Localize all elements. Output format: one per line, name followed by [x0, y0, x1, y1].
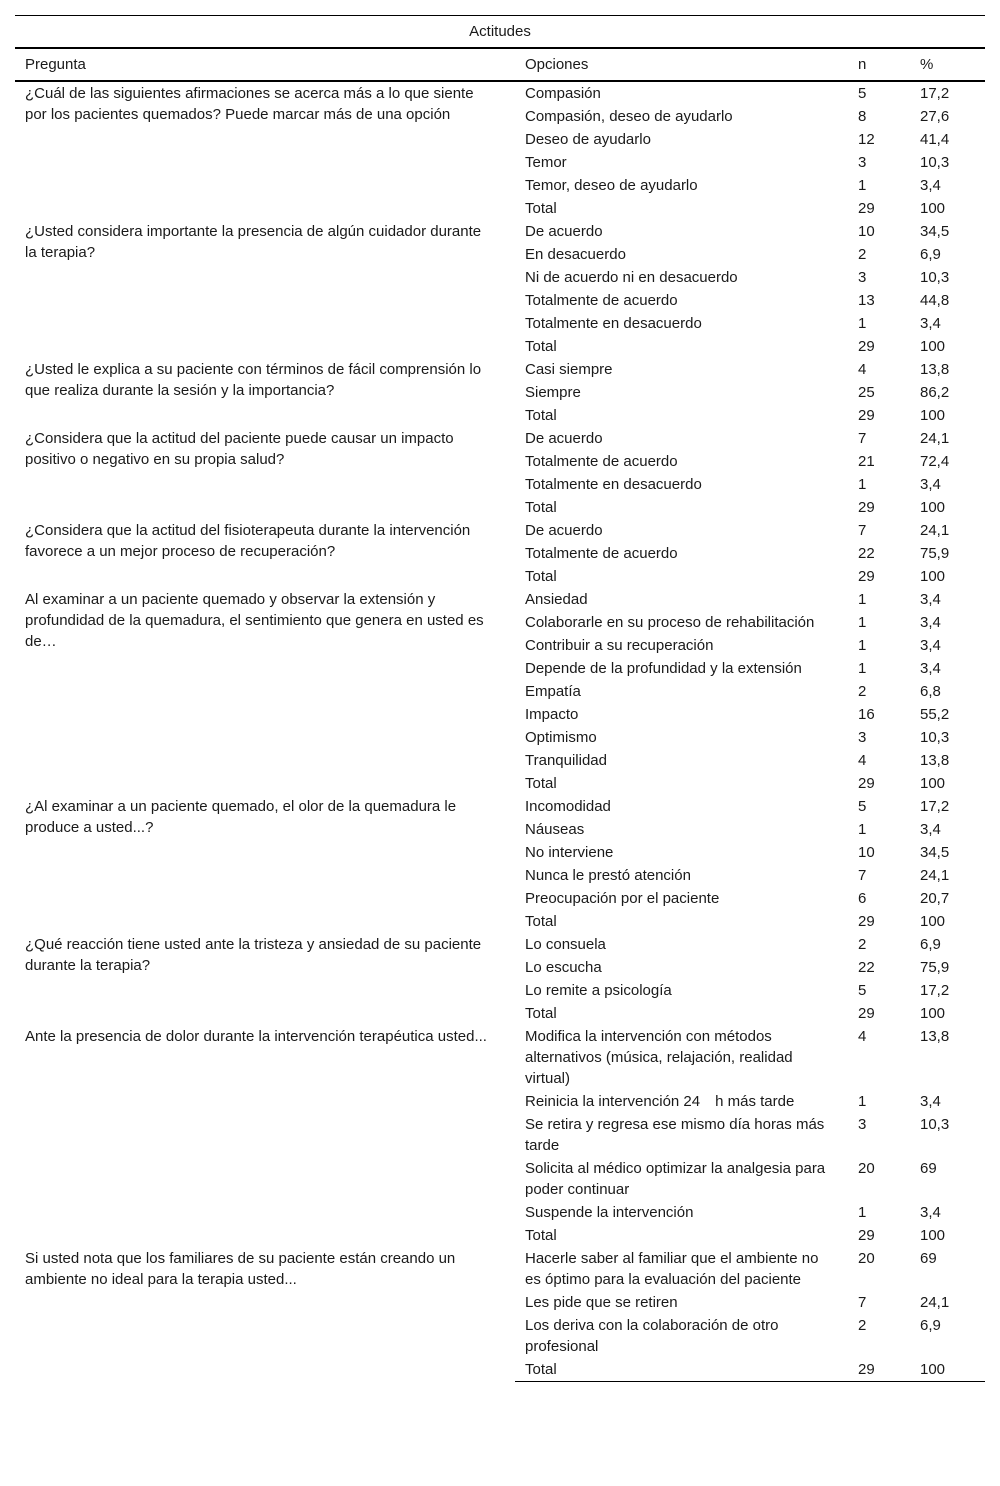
percent-cell: 75,9	[920, 545, 950, 562]
option-cell: Total	[525, 568, 557, 585]
n-cell: 1	[858, 637, 867, 654]
n-cell: 5	[858, 85, 867, 102]
percent-cell: 34,5	[920, 844, 950, 861]
n-cell: 3	[858, 154, 867, 171]
n-cell: 10	[858, 844, 875, 861]
option-cell: Totalmente de acuerdo	[525, 292, 678, 309]
n-cell: 29	[848, 1358, 910, 1382]
percent-cell: 41,4	[920, 131, 950, 148]
option-cell: Totalmente en desacuerdo	[525, 476, 702, 493]
percent-cell: 3,4	[920, 614, 941, 631]
option-cell: De acuerdo	[525, 223, 603, 240]
attitudes-table	[15, 15, 985, 1382]
table-row	[15, 427, 985, 450]
percent-cell: 100	[920, 200, 946, 217]
n-cell: 8	[858, 108, 867, 125]
percent-cell: 75,9	[920, 959, 950, 976]
percent-cell: 17,2	[920, 982, 950, 999]
option-cell: Incomodidad	[525, 798, 611, 815]
question-cell: ¿Considera que la actitud del fisioterapeuta durante la intervención favorece a un mejor proceso de recuperación?	[25, 522, 471, 560]
n-cell: 1	[858, 591, 867, 608]
option-cell: Total	[525, 499, 557, 516]
option-cell: Preocupación por el paciente	[525, 890, 720, 907]
option-cell: Empatía	[525, 683, 581, 700]
n-cell: 4	[858, 1028, 867, 1045]
n-cell: 1	[858, 476, 867, 493]
question-cell: ¿Considera que la actitud del paciente puede causar un impacto positivo o negativo en su propia salud?	[25, 430, 454, 468]
n-cell: 29	[858, 407, 875, 424]
table-row	[15, 358, 985, 381]
option-cell: Nunca le prestó atención	[525, 867, 691, 884]
n-cell: 29	[858, 568, 875, 585]
n-cell: 6	[858, 890, 867, 907]
n-cell: 1	[858, 660, 867, 677]
percent-cell: 72,4	[920, 453, 950, 470]
header-options: Opciones	[515, 48, 848, 81]
table-row	[15, 588, 985, 611]
percent-cell: 3,4	[920, 1093, 941, 1110]
question-cell: Si usted nota que los familiares de su paciente están creando un ambiente no ideal para la terapia usted...	[25, 1250, 456, 1288]
percent-cell: 13,8	[920, 752, 950, 769]
n-cell: 7	[858, 1294, 867, 1311]
question-cell: ¿Cuál de las siguientes afirmaciones se acerca más a lo que siente por los pacientes quemados? Puede marcar más de una opción	[25, 85, 474, 123]
percent-cell: 3,4	[920, 476, 941, 493]
option-cell: Contribuir a su recuperación	[525, 637, 714, 654]
percent-cell: 3,4	[920, 315, 941, 332]
n-cell: 4	[858, 752, 867, 769]
percent-cell: 3,4	[920, 591, 941, 608]
n-cell: 7	[858, 522, 867, 539]
option-cell: Los deriva con la colaboración de otro profesional	[525, 1317, 779, 1355]
percent-cell: 24,1	[920, 430, 950, 447]
n-cell: 29	[858, 200, 875, 217]
percent-cell: 100	[920, 338, 946, 355]
percent-cell: 100	[920, 568, 946, 585]
n-cell: 20	[858, 1160, 875, 1177]
question-cell: Al examinar a un paciente quemado y observar la extensión y profundidad de la quemadura, el sentimiento que genera en usted es de…	[25, 591, 484, 650]
percent-cell: 10,3	[920, 269, 950, 286]
option-cell: Tranquilidad	[525, 752, 607, 769]
n-cell: 1	[858, 821, 867, 838]
percent-cell: 27,6	[920, 108, 950, 125]
percent-cell: 20,7	[920, 890, 950, 907]
option-cell: Optimismo	[525, 729, 597, 746]
percent-cell: 100	[920, 1227, 946, 1244]
option-cell: Compasión, deseo de ayudarlo	[525, 108, 733, 125]
percent-cell: 69	[920, 1160, 937, 1177]
n-cell: 10	[858, 223, 875, 240]
percent-cell: 24,1	[920, 522, 950, 539]
percent-cell: 6,9	[920, 246, 941, 263]
n-cell: 22	[858, 959, 875, 976]
table-row	[15, 933, 985, 956]
percent-cell: 55,2	[920, 706, 950, 723]
option-cell: Ni de acuerdo ni en desacuerdo	[525, 269, 738, 286]
option-cell: Casi siempre	[525, 361, 613, 378]
option-cell: Temor, deseo de ayudarlo	[525, 177, 698, 194]
option-cell: Modifica la intervención con métodos alternativos (música, relajación, realidad virtual)	[525, 1028, 793, 1087]
n-cell: 5	[858, 798, 867, 815]
n-cell: 25	[858, 384, 875, 401]
n-cell: 4	[858, 361, 867, 378]
n-cell: 29	[858, 499, 875, 516]
option-cell: Suspende la intervención	[525, 1204, 694, 1221]
option-cell: Totalmente en desacuerdo	[525, 315, 702, 332]
n-cell: 5	[858, 982, 867, 999]
option-cell: Total	[525, 775, 557, 792]
percent-cell: 24,1	[920, 1294, 950, 1311]
n-cell: 16	[858, 706, 875, 723]
percent-cell: 3,4	[920, 821, 941, 838]
option-cell: Lo consuela	[525, 936, 606, 953]
option-cell: Ansiedad	[525, 591, 588, 608]
percent-cell: 69	[920, 1250, 937, 1267]
percent-cell: 10,3	[920, 154, 950, 171]
option-cell: Total	[525, 338, 557, 355]
n-cell: 1	[858, 315, 867, 332]
n-cell: 21	[858, 453, 875, 470]
percent-cell: 100	[920, 499, 946, 516]
n-cell: 29	[858, 338, 875, 355]
option-cell: Siempre	[525, 384, 581, 401]
option-cell: Lo escucha	[525, 959, 602, 976]
percent-cell: 86,2	[920, 384, 950, 401]
question-cell: ¿Al examinar a un paciente quemado, el olor de la quemadura le produce a usted...?	[25, 798, 457, 836]
table-row	[15, 220, 985, 243]
n-cell: 1	[858, 1093, 867, 1110]
percent-cell: 13,8	[920, 1028, 950, 1045]
table-row	[15, 795, 985, 818]
percent-cell: 44,8	[920, 292, 950, 309]
option-cell: Se retira y regresa ese mismo día horas más tarde	[525, 1116, 825, 1154]
option-cell: Náuseas	[525, 821, 585, 838]
option-cell: Compasión	[525, 85, 601, 102]
percent-cell: 100	[920, 1005, 946, 1022]
percent-cell: 3,4	[920, 660, 941, 677]
option-cell: Total	[525, 407, 557, 424]
option-cell: Total	[525, 913, 557, 930]
percent-cell: 24,1	[920, 867, 950, 884]
n-cell: 7	[858, 430, 867, 447]
n-cell: 3	[858, 269, 867, 286]
n-cell: 2	[858, 936, 867, 953]
n-cell: 29	[858, 913, 875, 930]
option-cell: Deseo de ayudarlo	[525, 131, 651, 148]
header-question: Pregunta	[15, 48, 515, 81]
percent-cell: 6,9	[920, 936, 941, 953]
table-row	[15, 1025, 985, 1090]
option-cell: Temor	[525, 154, 567, 171]
option-cell: Total	[515, 1358, 848, 1382]
option-cell: De acuerdo	[525, 430, 603, 447]
option-cell: Solicita al médico optimizar la analgesia para poder continuar	[525, 1160, 826, 1198]
table-row	[15, 81, 985, 105]
percent-cell: 100	[920, 407, 946, 424]
percent-cell: 13,8	[920, 361, 950, 378]
table-title: Actitudes	[15, 16, 985, 49]
n-cell: 20	[858, 1250, 875, 1267]
question-cell: Ante la presencia de dolor durante la intervención terapéutica usted...	[25, 1028, 487, 1045]
percent-cell: 100	[920, 775, 946, 792]
option-cell: Totalmente de acuerdo	[525, 545, 678, 562]
question-cell: ¿Usted le explica a su paciente con términos de fácil comprensión lo que realiza durante la sesión y la importancia?	[25, 361, 482, 399]
n-cell: 22	[858, 545, 875, 562]
n-cell: 12	[858, 131, 875, 148]
percent-cell: 17,2	[920, 85, 950, 102]
option-cell: Totalmente de acuerdo	[525, 453, 678, 470]
table-body	[15, 81, 985, 1382]
option-cell: Depende de la profundidad y la extensión	[525, 660, 802, 677]
percent-cell: 100	[910, 1358, 985, 1382]
header-percent: %	[910, 48, 985, 81]
attitudes-table-container	[15, 15, 985, 1382]
percent-cell: 34,5	[920, 223, 950, 240]
table-row	[15, 519, 985, 542]
n-cell: 1	[858, 1204, 867, 1221]
percent-cell: 6,9	[920, 1317, 941, 1334]
percent-cell: 10,3	[920, 729, 950, 746]
n-cell: 1	[858, 614, 867, 631]
question-cell: ¿Usted considera importante la presencia de algún cuidador durante la terapia?	[25, 223, 482, 261]
option-cell: Total	[525, 200, 557, 217]
option-cell: Total	[525, 1005, 557, 1022]
option-cell: Les pide que se retiren	[525, 1294, 678, 1311]
n-cell: 7	[858, 867, 867, 884]
n-cell: 1	[858, 177, 867, 194]
n-cell: 2	[858, 1317, 867, 1334]
option-cell: Impacto	[525, 706, 579, 723]
option-cell: Reinicia la intervención 24 h más tarde	[525, 1093, 795, 1110]
question-cell: ¿Qué reacción tiene usted ante la tristeza y ansiedad de su paciente durante la terapia?	[25, 936, 482, 974]
option-cell: Total	[525, 1227, 557, 1244]
n-cell: 3	[858, 729, 867, 746]
n-cell: 29	[858, 775, 875, 792]
table-row	[15, 1247, 985, 1291]
percent-cell: 10,3	[920, 1116, 950, 1133]
n-cell: 3	[858, 1116, 867, 1133]
option-cell: No interviene	[525, 844, 614, 861]
option-cell: Lo remite a psicología	[525, 982, 672, 999]
percent-cell: 3,4	[920, 1204, 941, 1221]
n-cell: 29	[858, 1005, 875, 1022]
percent-cell: 3,4	[920, 637, 941, 654]
option-cell: En desacuerdo	[525, 246, 626, 263]
percent-cell: 6,8	[920, 683, 941, 700]
option-cell: De acuerdo	[525, 522, 603, 539]
n-cell: 2	[858, 246, 867, 263]
n-cell: 13	[858, 292, 875, 309]
percent-cell: 3,4	[920, 177, 941, 194]
n-cell: 2	[858, 683, 867, 700]
percent-cell: 100	[920, 913, 946, 930]
header-n: n	[848, 48, 910, 81]
n-cell: 29	[858, 1227, 875, 1244]
percent-cell: 17,2	[920, 798, 950, 815]
option-cell: Hacerle saber al familiar que el ambiente no es óptimo para la evaluación del paciente	[525, 1250, 819, 1288]
option-cell: Colaborarle en su proceso de rehabilitación	[525, 614, 815, 631]
